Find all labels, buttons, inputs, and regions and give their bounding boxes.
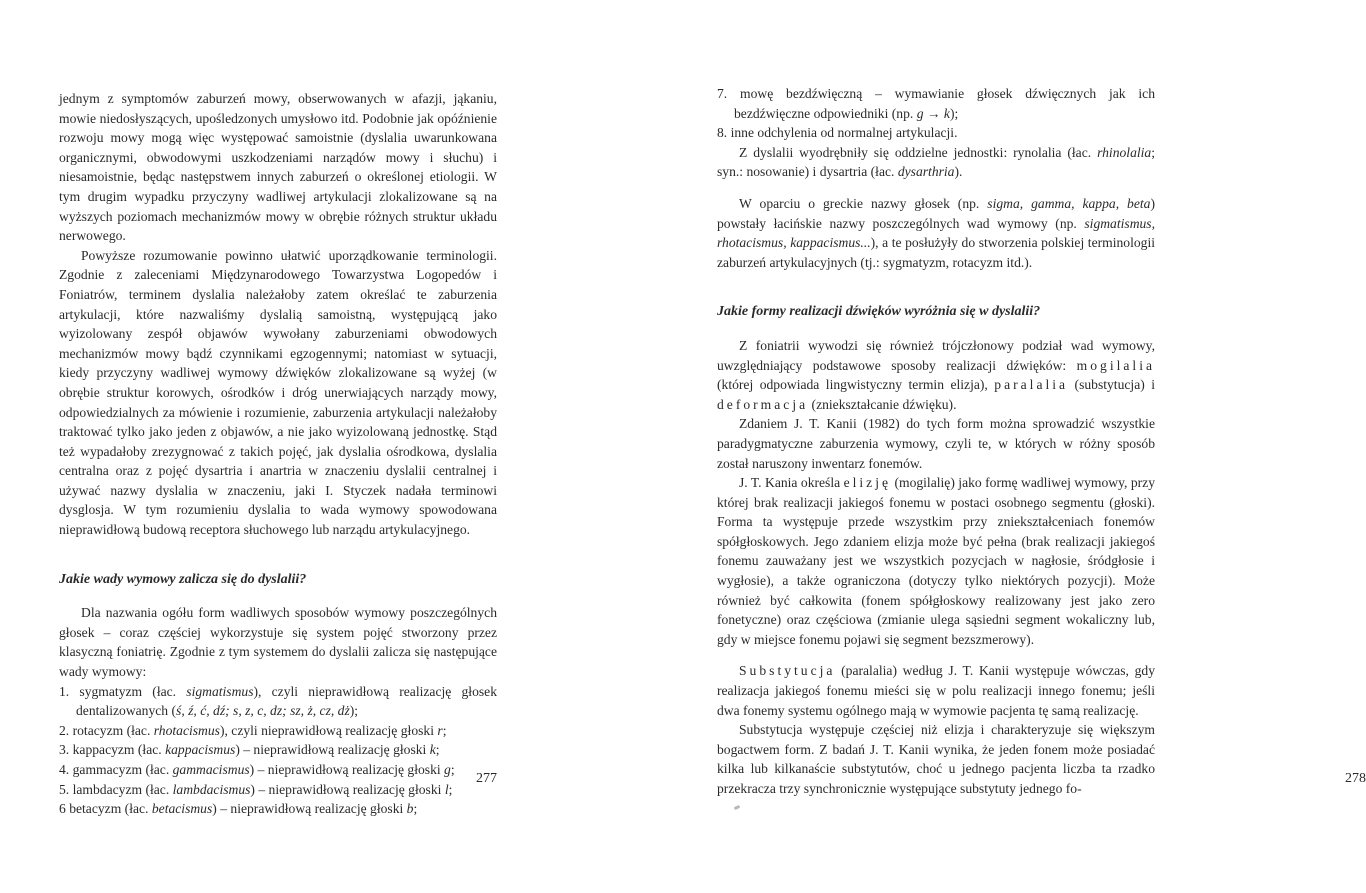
latin-term: gammacismus	[172, 762, 250, 777]
list-text: ) – nieprawidłową realizację głoski	[235, 742, 430, 758]
latin-term: lambdacismus	[172, 781, 251, 797]
list-number: 3.	[59, 742, 70, 758]
sounds: r	[437, 722, 443, 738]
paragraph	[717, 473, 1155, 649]
spaced-term: Substytucja	[739, 663, 836, 679]
text: (substytucja) i	[1068, 377, 1155, 393]
list-term: gammacyzm (łac.	[72, 762, 173, 777]
latin-term: dysarthria	[897, 164, 955, 180]
text: ) powstały łacińskie nazwy poszczególnych wad wymowy (np.	[717, 195, 1155, 231]
section-heading: Jakie wady wymowy zalicza się do dyslalii?	[59, 571, 307, 587]
list-text: ), czyli nieprawidłową realizację głosek dentalizowanych (	[76, 683, 498, 719]
text: (paralalia) według J. T. Kanii występuje wówczas, gdy realizacja jakiegoś fonemu mieści się w polu realizacji innego fonemu; jeśli dwa fonemy systemu ogólnego mają w wymowie pacjenta tę samą realizację.	[717, 663, 1155, 718]
section-heading: Jakie formy realizacji dźwięków wyróżnia się w dyslalii?	[717, 304, 1041, 320]
list-number: 2.	[59, 722, 70, 738]
list-number: 5.	[59, 781, 70, 797]
list-term: lambdacyzm (łac.	[72, 781, 173, 797]
paragraph	[717, 661, 1155, 720]
text: (zniekształcanie dźwięku).	[808, 396, 957, 412]
list-text: ) – nieprawidłową realizację głoski	[250, 781, 445, 797]
paragraph	[717, 194, 1155, 272]
list-number: 4.	[59, 762, 70, 777]
left-page	[0, 0, 631, 893]
right-page-text-column	[717, 84, 1155, 799]
spaced-term: paralalia	[994, 377, 1069, 393]
right-page	[631, 0, 1366, 893]
list-end: ;	[450, 762, 455, 777]
list-term: kappacyzm (łac.	[72, 742, 166, 758]
sounds: ś, ź, ć, dź; s, z, c, dz; sz, ż, cz, dż	[176, 703, 350, 719]
spaced-term: deformacja	[717, 396, 809, 412]
list-item	[59, 780, 497, 800]
list-term: sygmatyzm (łac.	[79, 683, 187, 699]
paragraph: Substytucja występuje częściej niż elizja i charakteryzuje się większym bogactwem form. Z badań J. T. Kanii wynika, że jeden fonem może posiadać kilka lub kilkanaście substytutów, choć u jednego pacjenta liczba ta rzadko przekracza trzy synchronicznie występujące substytuty jednego fo-	[717, 722, 1155, 796]
list-number: 7.	[717, 86, 728, 101]
list-number: 8.	[717, 125, 728, 141]
list-number: 1.	[59, 683, 70, 699]
text: W oparciu o greckie nazwy głosek (np.	[739, 195, 988, 211]
list-end: ;	[442, 722, 447, 738]
spaced-term: mogilalia	[1076, 357, 1155, 373]
paragraph	[717, 336, 1155, 414]
text: J. T. Kania określa	[739, 475, 844, 491]
example: g → k	[916, 105, 950, 121]
latin-term: betacismus	[151, 801, 213, 817]
list-term: rotacyzm (łac.	[72, 722, 154, 738]
left-page-text-column	[59, 89, 497, 819]
list-item	[59, 682, 497, 721]
list-item	[59, 740, 497, 760]
list-term: betacyzm (łac.	[69, 801, 152, 817]
text: Z dyslalii wyodrębniły się oddzielne jednostki: rynolalia (łac.	[739, 144, 1098, 160]
sounds: g	[444, 762, 451, 777]
list-end: );	[949, 105, 959, 121]
sounds: k	[429, 742, 436, 758]
spaced-term: elizję	[843, 475, 892, 491]
list-end: ;	[435, 742, 440, 758]
latin-term: rhinolalia	[1097, 144, 1152, 160]
latin-names: sigmatismus, rhotacismus, kappacismus...	[717, 215, 1155, 251]
sounds: b	[406, 801, 414, 817]
text: Z foniatrii wywodzi się również trójczłonowy podział wad wymowy, uwzględniający podstawowe sposoby realizacji dźwięków:	[717, 337, 1155, 373]
list-text: ) – nieprawidłową realizację głoski	[249, 762, 445, 777]
list-item	[717, 123, 1155, 143]
paragraph: Zdaniem J. T. Kanii (1982) do tych form można sprowadzić wszystkie paradygmatyczne zaburzenia wymowy, czyli te, w których w różny sposób został naruszony inwentarz fonemów.	[717, 416, 1155, 471]
text: ; syn.: nosowanie) i dysartria (łac.	[717, 144, 1155, 180]
page-number: 278	[1345, 771, 1366, 786]
paragraph: Powyższe rozumowanie powinno ułatwić uporządkowanie terminologii. Zgodnie z zaleceniami Międzynarodowego Towarzystwa Logopedów i Foniatrów, terminem dyslalia należałoby zatem określać te zaburzenia artykulacji, które nazwaliśmy dyslalią samoistną, występującą jako wyizolowany zespół objawów wywołany zaburzeniami obwodowych mechanizmów mowy bądź czynnikami egzogennymi; natomiast w sytuacji, kiedy przyczyny wadliwej wymowy dźwięków zlokalizowane są wyżej (w obrębie struktur korowych, ośrodków i dróg unerwiających narządy mowy, odpowiedzialnych za mówienie i rozumienie, zaburzenia artykulacji należałoby traktować tylko jako jeden z objawów, a nie jako wyizolowaną jednostkę. Stąd też wypadałoby zrezygnować z takich pojęć, jak dyslalia ośrodkowa, dyslalia centralna oraz z pojęć dysartria i anartria w znaczeniu dyslalii centralnej i używać nazwy dyslalia w znaczeniu, jaki I. Styczek nadała terminowi dysglosja. W tym rozumieniu dyslalia to wada wymowy spowodowana nieprawidłową budową receptora słuchowego lub narządu artykulacyjnego.	[59, 247, 497, 538]
text: ).	[954, 164, 963, 180]
list-end: ;	[448, 781, 453, 797]
list-item	[59, 721, 497, 741]
text: ), a te posłużyły do stworzenia polskiej terminologii zaburzeń artykulacyjnych (tj.: sygmatyzm, rotacyzm itd.).	[717, 235, 1156, 270]
list-text: inne odchylenia od normalnej artykulacji.	[730, 125, 958, 141]
latin-term: sigmatismus	[186, 683, 254, 699]
list-item	[717, 84, 1155, 123]
paragraph: Dla nazwania ogółu form wadliwych sposobów wymowy poszczególnych głosek – coraz częściej wykorzystuje się system pojęć stworzony przez klasyczną foniatrię. Zgodnie z tym systemem do dyslalii zalicza się następujące wady wymowy:	[59, 605, 497, 680]
sounds: l	[444, 781, 449, 797]
list-number: 6	[59, 801, 66, 817]
latin-term: kappacismus	[165, 742, 236, 758]
list-text: ) – nieprawidłową realizację głoski	[212, 801, 407, 817]
greek-names: sigma, gamma, kappa, beta	[987, 195, 1151, 211]
text: (mogilalię) jako formę wadliwej wymowy, przy której brak realizacji jakiegoś fonemu w postaci osobnego segmentu (głoski). Forma ta występuje przede wszystkim przy zniekształceniach fonemów spółgłoskowych. Jego zdaniem elizja może być pełna (brak realizacji jakiegoś fonemu zauważany jest we wszystkich pozycjach w nagłosie, śródgłosie i wygłosie), a także ograniczona (dotyczy tylko niektórych pozycji). Może również być całkowita (fonem spółgłoskowy realizowany jest jako zero fonetyczne) oraz częściowa (zmianie ulega sąsiedni segment wokaliczny lub, gdy w miejsce fonemu pojawi się segment bezszmerowy).	[717, 475, 1155, 647]
paragraph: jednym z symptomów zaburzeń mowy, obserwowanych w afazji, jąkaniu, mowie niedosłyszących, upośledzonych umysłowo itd. Podobnie jak opóźnienie rozwoju mowy mogą więc występować samoistnie (dyslalia uwarunkowana organicznymi, obwodowymi uszkodzeniami narządów mowy i słuchu) i niesamoistnie, będąc następstwem innych zaburzeń o określonej etiologii. W tym drugim wypadku przyczyny wadliwej artykulacji zlokalizowane są na wyższych poziomach mechanizmów mowy w obrębie różnych struktur układu nerwowego.	[59, 91, 497, 244]
list-text: mowę bezdźwięczną – wymawianie głosek dźwięcznych jak ich bezdźwięczne odpowiedniki (np.	[734, 86, 1155, 121]
paragraph	[717, 143, 1155, 182]
list-end: ;	[413, 801, 418, 817]
list-item	[59, 760, 497, 780]
page-number: 277	[476, 771, 497, 786]
list-text: ), czyli nieprawidłową realizację głoski	[219, 722, 438, 738]
text: (której odpowiada lingwistyczny termin elizja),	[717, 377, 995, 393]
list-end: );	[349, 703, 359, 719]
list-item	[59, 799, 497, 819]
latin-term: rhotacismus	[153, 722, 220, 738]
